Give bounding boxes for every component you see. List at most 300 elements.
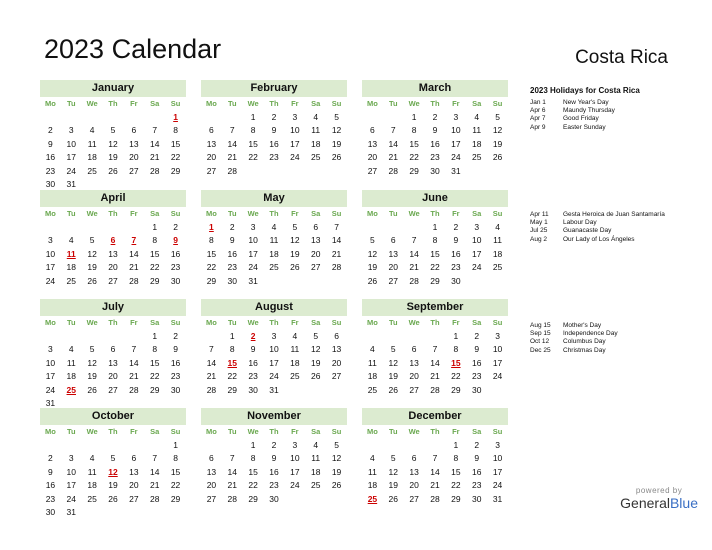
- calendar-day: 8: [152, 235, 158, 246]
- calendar-day: 25: [87, 493, 97, 504]
- calendar-day: 19: [290, 248, 300, 259]
- empty-day: [201, 111, 222, 124]
- weekday-label: Sa: [472, 318, 482, 327]
- empty-day: [404, 221, 425, 234]
- calendar-day: 7: [131, 344, 137, 355]
- month-october: [40, 408, 186, 519]
- weekday-label: Mo: [367, 318, 378, 327]
- calendar-day: 1: [152, 331, 158, 341]
- weekday-label: Mo: [45, 427, 56, 436]
- calendar-day: 22: [149, 262, 160, 273]
- calendar-day: 22: [170, 152, 181, 163]
- calendar-day: 25: [310, 480, 321, 491]
- weekday-label: Su: [492, 209, 503, 218]
- calendar-day: 17: [66, 152, 76, 163]
- calendar-day: 18: [492, 248, 503, 259]
- calendar-day: 29: [430, 275, 440, 286]
- calendar-day: 6: [110, 344, 116, 355]
- holiday-date: Apr 7: [530, 115, 546, 123]
- weekday-label: Mo: [45, 318, 56, 327]
- calendar-day: 27: [206, 165, 217, 176]
- calendar-day: 24: [492, 480, 503, 491]
- calendar-day: 1: [453, 440, 459, 450]
- holiday-name: New Year's Day: [563, 99, 609, 106]
- calendar-day: 3: [292, 112, 298, 122]
- weekday-label: Mo: [45, 209, 56, 218]
- weekday-label: We: [247, 99, 259, 108]
- weekday-label: Mo: [367, 427, 378, 436]
- calendar-day: 4: [89, 453, 95, 464]
- calendar-day: 19: [108, 480, 118, 491]
- calendar-day: 22: [248, 152, 258, 163]
- calendar-day: 21: [227, 480, 237, 491]
- calendar-day: 10: [492, 453, 503, 464]
- calendar-day: 27: [129, 165, 139, 176]
- calendar-day: 25: [66, 275, 76, 286]
- month-header: September: [362, 299, 508, 316]
- calendar-day: 25: [87, 165, 97, 176]
- calendar-day: 23: [430, 152, 440, 163]
- calendar-day: 30: [471, 493, 482, 504]
- calendar-day: 4: [313, 440, 319, 450]
- month-february: [201, 80, 347, 178]
- calendar-day: 28: [430, 384, 440, 395]
- calendar-day: 12: [331, 453, 342, 464]
- holiday-entry: [530, 99, 615, 107]
- weekday-label: Fr: [130, 99, 138, 108]
- calendar-day: 9: [474, 453, 480, 464]
- calendar-day: 30: [451, 275, 461, 286]
- month-january: [40, 80, 186, 191]
- weekday-label: Su: [492, 427, 503, 436]
- calendar-day: 18: [269, 248, 279, 259]
- holiday-entry: [530, 330, 618, 338]
- calendar-day: 3: [48, 235, 53, 246]
- calendar-day: 27: [367, 165, 378, 176]
- holiday-name: Our Lady of Los Ángeles: [563, 235, 635, 243]
- calendar-day: 14: [206, 357, 217, 368]
- calendar-day: 15: [170, 466, 181, 477]
- calendar-day: 4: [271, 222, 277, 232]
- empty-day: [61, 111, 82, 124]
- empty-day: [103, 221, 124, 234]
- month-september: [362, 299, 508, 397]
- calendar-day: 14: [149, 138, 160, 149]
- calendar-day: 10: [471, 235, 482, 246]
- calendar-day: 17: [471, 248, 482, 259]
- holiday-day: 11: [66, 248, 76, 259]
- calendar-day: 19: [492, 138, 503, 149]
- weekday-label: Th: [108, 209, 118, 218]
- month-august: [201, 299, 347, 397]
- weekday-label: Th: [269, 99, 279, 108]
- month-april: [40, 190, 186, 288]
- weekday-label: Su: [331, 318, 342, 327]
- calendar-day: 30: [430, 165, 440, 176]
- weekday-label: Tu: [66, 209, 76, 218]
- month-header: November: [201, 408, 347, 425]
- holiday-day: 15: [451, 357, 461, 368]
- calendar-day: 25: [310, 152, 321, 163]
- empty-day: [82, 439, 103, 452]
- calendar-day: 21: [430, 480, 440, 491]
- calendar-day: 4: [474, 112, 480, 122]
- empty-day: [103, 111, 124, 124]
- calendar-day: 13: [409, 357, 419, 368]
- weekday-label: Mo: [367, 209, 378, 218]
- holiday-date: Sep 15: [530, 330, 551, 338]
- calendar-day: 26: [87, 384, 97, 395]
- page-title: 2023 Calendar: [44, 34, 222, 64]
- calendar-day: 21: [149, 480, 160, 491]
- calendar-day: 21: [409, 262, 419, 273]
- calendar-day: 3: [453, 112, 459, 122]
- calendar-day: 2: [173, 331, 178, 341]
- calendar-day: 22: [149, 371, 160, 382]
- calendar-day: 17: [248, 248, 258, 259]
- holiday-name: Gesta Heroica de Juan Santamaría: [563, 211, 665, 218]
- calendar-day: 3: [250, 222, 256, 232]
- calendar-day: 19: [87, 371, 97, 382]
- calendar-day: 19: [108, 152, 118, 163]
- empty-day: [40, 221, 61, 234]
- holiday-day: 6: [110, 235, 116, 246]
- calendar-day: 5: [110, 453, 116, 464]
- holiday-day: 15: [227, 357, 237, 368]
- calendar-day: 19: [331, 138, 342, 149]
- calendar-day: 20: [129, 480, 139, 491]
- month-july: [40, 299, 186, 410]
- calendar-day: 12: [331, 125, 342, 136]
- weekday-label: Tu: [388, 318, 398, 327]
- calendar-day: 10: [290, 125, 300, 136]
- calendar-day: 17: [66, 480, 76, 491]
- calendar-day: 9: [474, 344, 480, 355]
- calendar-day: 9: [173, 344, 178, 355]
- calendar-day: 9: [48, 466, 53, 477]
- weekday-label: Fr: [452, 99, 460, 108]
- calendar-day: 13: [367, 138, 378, 149]
- weekday-label: Sa: [311, 209, 321, 218]
- holiday-name: Easter Sunday: [563, 123, 606, 131]
- calendar-day: 24: [66, 165, 76, 176]
- weekday-label: Mo: [367, 99, 378, 108]
- holiday-entry: [530, 211, 665, 219]
- weekday-label: Tu: [388, 427, 398, 436]
- calendar-day: 6: [411, 344, 417, 355]
- calendar-day: 28: [129, 275, 139, 286]
- calendar-day: 31: [248, 275, 258, 286]
- weekday-label: Th: [269, 209, 279, 218]
- weekday-label: Tu: [66, 99, 76, 108]
- calendar-day: 30: [45, 506, 56, 517]
- calendar-day: 12: [87, 357, 97, 368]
- calendar-day: 29: [206, 275, 217, 286]
- calendar-day: 1: [411, 112, 417, 122]
- calendar-day: 26: [290, 262, 300, 273]
- calendar-day: 29: [248, 493, 258, 504]
- calendar-day: 4: [370, 344, 375, 355]
- calendar-day: 30: [248, 384, 258, 395]
- calendar-day: 3: [68, 453, 74, 464]
- calendar-day: 20: [331, 357, 342, 368]
- calendar-day: 22: [227, 371, 237, 382]
- calendar-day: 12: [87, 248, 97, 259]
- calendar-day: 19: [388, 480, 398, 491]
- calendar-day: 23: [170, 262, 181, 273]
- weekday-label: Su: [170, 318, 181, 327]
- calendar-day: 11: [368, 357, 377, 368]
- calendar-day: 27: [206, 493, 217, 504]
- calendar-day: 9: [432, 125, 438, 136]
- empty-day: [222, 439, 243, 452]
- calendar-day: 18: [367, 371, 378, 382]
- calendar-day: 13: [388, 248, 398, 259]
- calendar-day: 2: [474, 331, 480, 341]
- weekday-label: Fr: [452, 209, 460, 218]
- calendar-day: 29: [170, 165, 181, 176]
- empty-day: [144, 439, 165, 452]
- calendar-day: 27: [310, 262, 321, 273]
- calendar-day: 14: [149, 466, 160, 477]
- calendar-day: 31: [66, 178, 76, 189]
- calendar-day: 12: [290, 235, 300, 246]
- calendar-day: 26: [331, 480, 342, 491]
- calendar-day: 8: [250, 125, 256, 136]
- calendar-day: 24: [45, 275, 56, 286]
- calendar-day: 11: [493, 235, 502, 246]
- holiday-date: Jul 25: [530, 227, 548, 235]
- weekday-label: Sa: [472, 427, 482, 436]
- holiday-entry: [530, 322, 618, 330]
- weekday-label: We: [86, 427, 98, 436]
- calendar-day: 27: [108, 275, 118, 286]
- month-june: [362, 190, 508, 288]
- calendar-day: 13: [108, 357, 118, 368]
- calendar-day: 15: [170, 138, 181, 149]
- holiday-date: Aug 15: [530, 322, 551, 329]
- calendar-day: 4: [370, 453, 375, 464]
- calendar-day: 10: [66, 138, 76, 149]
- holiday-group: [530, 211, 665, 244]
- month-header: June: [362, 190, 508, 207]
- calendar-day: 4: [89, 125, 95, 136]
- calendar-day: 5: [89, 344, 95, 355]
- calendar-day: 1: [229, 331, 235, 341]
- calendar-day: 21: [430, 371, 440, 382]
- holiday-name: Mother's Day: [563, 322, 602, 329]
- calendar-day: 22: [451, 371, 461, 382]
- calendar-day: 11: [311, 453, 321, 464]
- empty-day: [383, 439, 404, 452]
- calendar-day: 21: [388, 152, 398, 163]
- calendar-day: 28: [331, 262, 342, 273]
- calendar-day: 7: [229, 453, 235, 464]
- calendar-day: 11: [290, 344, 300, 355]
- weekday-label: Fr: [130, 209, 138, 218]
- calendar-day: 1: [250, 112, 256, 122]
- calendar-day: 8: [453, 453, 459, 464]
- calendar-day: 7: [432, 453, 438, 464]
- calendar-day: 8: [453, 344, 459, 355]
- calendar-day: 31: [492, 493, 503, 504]
- empty-day: [123, 439, 144, 452]
- holiday-entry: [530, 115, 615, 123]
- weekday-label: We: [247, 209, 259, 218]
- weekday-label: We: [86, 209, 98, 218]
- holiday-name: Good Friday: [563, 115, 599, 123]
- weekday-label: Mo: [45, 99, 56, 108]
- calendar-day: 24: [45, 384, 56, 395]
- calendar-day: 17: [290, 466, 300, 477]
- calendar-day: 7: [229, 125, 235, 136]
- calendar-day: 18: [471, 138, 482, 149]
- calendar-day: 14: [227, 466, 237, 477]
- calendar-day: 19: [331, 466, 342, 477]
- calendar-day: 30: [471, 384, 482, 395]
- weekday-label: Fr: [130, 318, 138, 327]
- holiday-date: Jan 1: [530, 99, 546, 106]
- weekday-label: Sa: [472, 209, 482, 218]
- calendar-day: 24: [290, 480, 300, 491]
- weekday-label: Fr: [130, 427, 138, 436]
- calendar-day: 26: [331, 152, 342, 163]
- weekday-label: Fr: [291, 318, 299, 327]
- weekday-label: Su: [331, 209, 342, 218]
- calendar-day: 27: [409, 493, 419, 504]
- weekday-label: Th: [430, 318, 440, 327]
- weekday-label: We: [408, 99, 420, 108]
- calendar-day: 28: [409, 275, 419, 286]
- holiday-day: 2: [250, 331, 256, 341]
- holiday-date: Dec 25: [530, 346, 551, 354]
- calendar-day: 20: [108, 262, 118, 273]
- calendar-day: 5: [292, 222, 298, 232]
- calendar-day: 17: [492, 466, 503, 477]
- calendar-day: 17: [451, 138, 461, 149]
- calendar-day: 3: [495, 440, 500, 450]
- calendar-day: 9: [271, 125, 277, 136]
- month-header: April: [40, 190, 186, 207]
- calendar-day: 26: [367, 275, 378, 286]
- calendar-day: 8: [250, 453, 256, 464]
- month-header: December: [362, 408, 508, 425]
- calendar-day: 23: [45, 165, 56, 176]
- calendar-day: 11: [311, 125, 321, 136]
- weekday-label: Su: [492, 99, 503, 108]
- calendar-day: 7: [152, 453, 158, 464]
- calendar-day: 4: [292, 331, 298, 341]
- calendar-day: 29: [149, 384, 160, 395]
- calendar-day: 25: [367, 384, 378, 395]
- calendar-day: 28: [129, 384, 139, 395]
- calendar-day: 8: [209, 235, 214, 246]
- calendar-day: 24: [248, 262, 258, 273]
- calendar-day: 6: [334, 331, 339, 341]
- weekday-label: Tu: [388, 209, 398, 218]
- empty-day: [362, 221, 383, 234]
- calendar-day: 2: [271, 440, 277, 450]
- powered-by-text: powered by: [635, 486, 683, 495]
- calendar-day: 15: [451, 466, 461, 477]
- weekday-label: Fr: [452, 318, 460, 327]
- calendar-day: 27: [331, 371, 342, 382]
- calendar-day: 10: [290, 453, 300, 464]
- calendar-day: 28: [149, 165, 160, 176]
- calendar-day: 28: [227, 493, 237, 504]
- calendar-day: 20: [409, 371, 419, 382]
- calendar-day: 4: [313, 112, 319, 122]
- calendar-day: 10: [45, 357, 56, 368]
- calendar-day: 5: [390, 344, 396, 355]
- calendar-day: 15: [409, 138, 419, 149]
- calendar-day: 28: [206, 384, 217, 395]
- calendar-day: 15: [430, 248, 440, 259]
- logo-wordmark: [620, 495, 698, 511]
- calendar-day: 2: [229, 222, 235, 232]
- logo-general: General: [620, 495, 670, 511]
- calendar-day: 18: [290, 357, 300, 368]
- holiday-name: Christmas Day: [563, 346, 606, 354]
- holiday-day: 9: [173, 235, 178, 246]
- calendar-day: 9: [250, 344, 256, 355]
- weekday-label: Fr: [291, 99, 299, 108]
- calendar-day: 27: [388, 275, 398, 286]
- weekday-label: Sa: [150, 318, 160, 327]
- calendar-day: 5: [334, 440, 339, 450]
- holiday-date: May 1: [530, 219, 548, 227]
- calendar-day: 25: [492, 262, 503, 273]
- calendar-day: 24: [269, 371, 279, 382]
- calendar-day: 29: [451, 384, 461, 395]
- holiday-date: Apr 6: [530, 107, 546, 115]
- weekday-label: Th: [430, 99, 440, 108]
- calendar-day: 15: [206, 248, 217, 259]
- calendar-day: 6: [313, 222, 319, 232]
- calendar-day: 23: [227, 262, 237, 273]
- calendar-day: 7: [209, 344, 214, 355]
- calendar-day: 8: [229, 344, 235, 355]
- holiday-group: [530, 322, 618, 355]
- calendar-day: 18: [367, 480, 378, 491]
- calendar-day: 13: [331, 344, 342, 355]
- calendar-day: 8: [152, 344, 158, 355]
- calendar-day: 19: [367, 262, 378, 273]
- calendar-day: 15: [149, 248, 160, 259]
- holiday-day: 25: [66, 384, 76, 395]
- calendar-day: 2: [173, 222, 178, 232]
- calendar-day: 23: [451, 262, 461, 273]
- calendar-day: 22: [170, 480, 181, 491]
- calendar-day: 16: [471, 466, 482, 477]
- calendar-day: 2: [432, 112, 438, 122]
- calendar-day: 1: [250, 440, 256, 450]
- calendar-day: 31: [269, 384, 279, 395]
- calendar-day: 21: [129, 262, 139, 273]
- calendar-day: 13: [409, 466, 419, 477]
- holiday-entry: [530, 124, 615, 132]
- weekday-label: Tu: [227, 209, 237, 218]
- calendar-day: 3: [68, 125, 74, 136]
- calendar-day: 18: [87, 480, 97, 491]
- calendar-day: 2: [271, 112, 277, 122]
- month-may: [201, 190, 347, 288]
- weekday-label: Tu: [66, 318, 76, 327]
- calendar-day: 22: [206, 262, 217, 273]
- weekday-label: Th: [430, 427, 440, 436]
- empty-day: [103, 439, 124, 452]
- calendar-day: 12: [492, 125, 503, 136]
